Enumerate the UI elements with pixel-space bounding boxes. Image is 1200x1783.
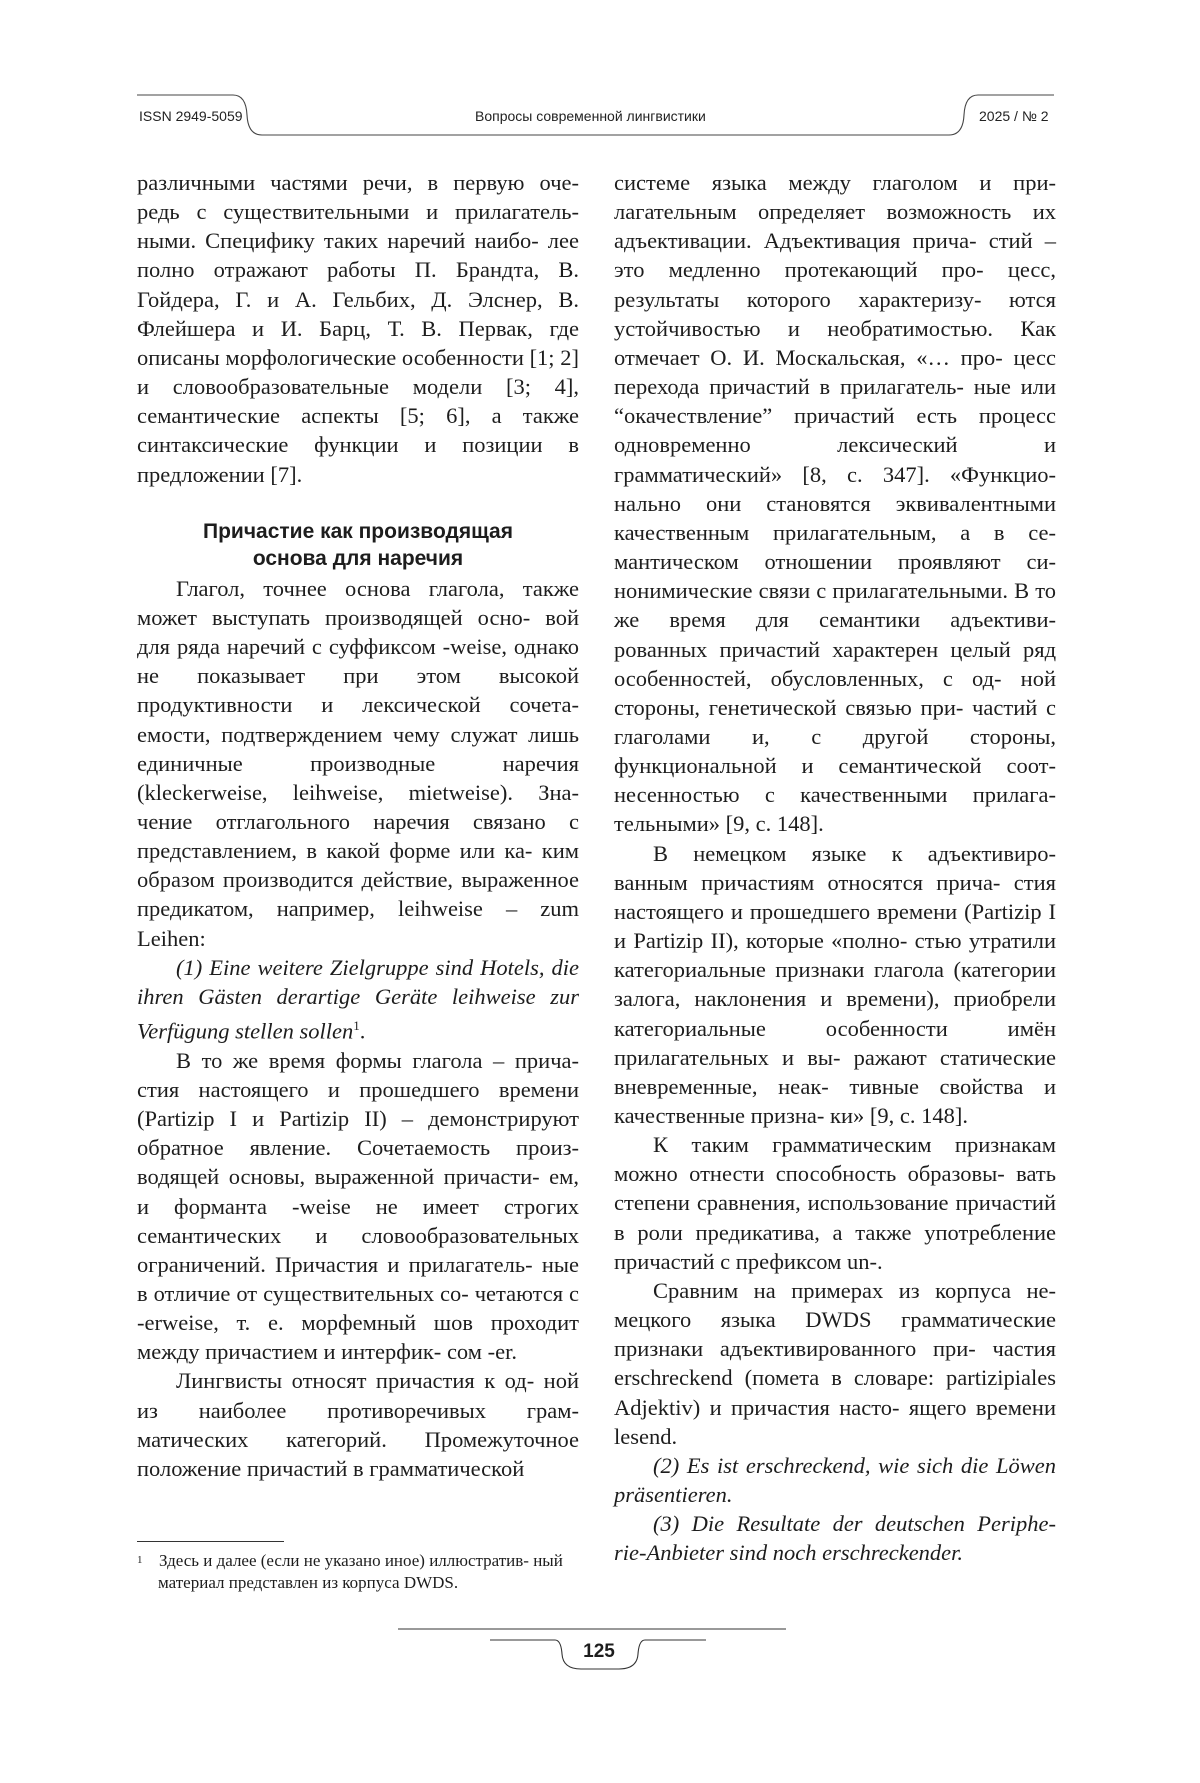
line: представлением, в какой форме или ка- <box>137 838 533 864</box>
line: ряд особенностей, обусловленных, с од- <box>614 636 1057 691</box>
line: обратное явление. Сочетаемость произ- <box>137 1135 579 1161</box>
line: ражают статические вневременные, неак- <box>614 1044 1057 1099</box>
line: ким образом производится действие, <box>137 838 580 893</box>
line: и времени), приобрели категориальные <box>614 986 1056 1041</box>
line: rie-Anbieter sind noch erschreckender. <box>614 1540 964 1566</box>
line: leihweise – zum Leihen: <box>137 896 579 951</box>
line: (Partizip I и Partizip II), которые «полно- <box>614 898 1057 954</box>
line: 4], семантические аспекты [5; 6], а также <box>137 374 580 429</box>
line: четаются с -erweise, т. е. морфемный шов <box>137 1280 580 1336</box>
right-paragraph-4 <box>614 1276 1056 1451</box>
line: различными частями речи, в первую оче- <box>137 170 579 195</box>
line: их адъективации. Адъективация прича- <box>614 199 1057 254</box>
line: вой для ряда наречий с суффиксом -weise, <box>137 604 580 660</box>
line: тельными» [9, с. 148]. <box>614 811 824 837</box>
line: матических категорий. Промежуточное <box>137 1426 579 1452</box>
footnote-text: Здесь и далее (если не указано иное) иллюстратив- ный материал представлен из корпуса DWDS. <box>158 1551 563 1592</box>
section-title-line: основа для наречия <box>252 546 464 570</box>
line: Лингвисты относят причастия к од- <box>176 1368 535 1394</box>
line: die ihren Gästen derartige Geräte leihweise <box>137 954 580 1009</box>
left-paragraph-3 <box>137 1046 579 1367</box>
line: частия erschreckend (помета в словаре: <box>614 1336 1056 1391</box>
line: ными. Специфику таких наречий наибо- <box>137 228 539 254</box>
line: лагательным определяет возможность <box>614 199 1012 225</box>
line: В немецком языке к адъективиро- <box>653 840 1056 866</box>
example-2 <box>614 1451 1056 1509</box>
right-column <box>614 168 1056 1568</box>
issn: ISSN 2949-5059 <box>139 108 243 124</box>
line: [1; 2] и словообразовательные модели [3; <box>137 344 579 400</box>
line: ки» [9, с. 148]. <box>830 1103 968 1128</box>
line: ные или “окачествление” причастий есть <box>614 374 1056 429</box>
line: емости, подтверждением чему служат <box>137 721 518 747</box>
line: ются устойчивостью и необратимостью. <box>614 286 1057 341</box>
line: причастий в роли предикатива, а также <box>614 1190 1057 1245</box>
example-1 <box>137 953 579 1046</box>
line: функциональной и семантической соот- <box>614 753 1056 779</box>
line: präsentieren. <box>614 1482 733 1508</box>
right-paragraph-2 <box>614 839 1056 1131</box>
line: (3) Die Resultate der deutschen Periphe- <box>653 1511 1056 1537</box>
line: К таким грамматическим признакам <box>653 1132 1056 1158</box>
line: положение причастий в грамматической <box>137 1455 525 1481</box>
line: грамматический» [8, с. 347]. «Функцио- <box>614 461 1056 487</box>
line: (Partizip I и Partizip II) – демонстрируют <box>137 1106 579 1132</box>
line: редь с существительными и прилагатель- <box>137 199 579 225</box>
example-3 <box>614 1509 1056 1567</box>
line: сом -er. <box>446 1339 517 1365</box>
line: нально они становятся эквивалентными <box>614 490 1056 516</box>
line: ящего времени lesend. <box>614 1394 1057 1449</box>
issue-number: 2025 / № 2 <box>979 108 1049 124</box>
line: ванным причастиям относятся прича- <box>614 869 1001 895</box>
line: стью утратили категориальные признаки <box>614 928 1056 983</box>
line: описаны морфологические особенности <box>137 344 524 370</box>
line: мантическом отношении проявляют си- <box>614 549 1056 575</box>
section-heading <box>137 518 579 574</box>
line: можно отнести способность образовы- <box>614 1161 1005 1187</box>
line: несенностью с качественными прилага- <box>614 782 1056 808</box>
section-title-line: Причастие как производящая <box>203 519 513 543</box>
period: . <box>359 1018 366 1044</box>
line: чение отглагольного наречия связано с <box>137 808 579 834</box>
line: нонимические связи с прилагательными. <box>614 578 1008 604</box>
line: предложении [7]. <box>137 461 303 487</box>
line: лишь единичные производные наречия <box>137 721 579 776</box>
line: ные в отличие от существительных со- <box>137 1251 580 1306</box>
line: В то же время для семантики адъективи- <box>614 578 1057 633</box>
line: частий с глаголами и, с другой стороны, <box>614 694 1056 749</box>
left-paragraph-1 <box>137 168 579 489</box>
line: В то же время формы глагола – прича- <box>176 1047 579 1073</box>
line: partizipiales Adjektiv) и причастия насто- <box>614 1365 1056 1420</box>
line: В. Гойдера, Г. и А. Гельбих, Д. Элснер, <box>137 257 580 312</box>
footnote-number: 1 <box>137 1554 143 1566</box>
line: Как отмечает О. И. Москальская, «… про- <box>614 315 1057 370</box>
right-paragraph-1 <box>614 168 1056 839</box>
line: проходит между причастием и интерфик- <box>137 1310 580 1365</box>
line: синтаксические функции и позиции в <box>137 432 579 458</box>
line: (kleckerweise, leihweise, mietweise). Зна- <box>137 779 579 805</box>
line: ограничений. Причастия и прилагатель- <box>137 1251 533 1277</box>
line: (1) Eine weitere Zielgruppe sind Hotels, <box>176 954 545 980</box>
journal-title: Вопросы современной лингвистики <box>475 108 706 124</box>
line: стия настоящего и прошедшего времени <box>614 869 1056 924</box>
left-column <box>137 168 579 1483</box>
line: тивные свойства и качественные призна- <box>614 1073 1057 1128</box>
line: стий – это медленно протекающий про- <box>614 228 1057 283</box>
line: ной стороны, генетической связью при- <box>614 665 1057 720</box>
line: мецкого языка DWDS грамматические <box>614 1307 1056 1333</box>
right-paragraph-3 <box>614 1130 1056 1276</box>
line: цесс, результаты которого характеризу- <box>614 257 1056 312</box>
line: водящей основы, выраженной причасти- <box>137 1164 540 1190</box>
line: глагола (категории залога, наклонения <box>614 957 1057 1012</box>
line: качественным прилагательным, а в се- <box>614 519 1056 545</box>
line: рованных причастий характерен целый <box>614 636 1011 662</box>
line: стия настоящего и прошедшего времени <box>137 1076 579 1102</box>
line: Глагол, точнее основа глагола, также <box>176 575 579 601</box>
line: процесс одновременно лексический и <box>614 403 1056 458</box>
line: однако не показывает при этом высокой <box>137 634 580 689</box>
line: выраженное предикатом, например, <box>137 867 580 922</box>
footnote-rule <box>137 1541 284 1542</box>
line: семантических и словообразовательных <box>137 1222 579 1248</box>
footnote <box>137 1550 579 1594</box>
line: zur Verfügung stellen sollen <box>137 983 579 1044</box>
line: может выступать производящей осно- <box>137 604 531 630</box>
line: ем, и форманта -weise не имеет строгих <box>137 1164 580 1219</box>
line: продуктивности и лексической сочета- <box>137 692 579 718</box>
line: Сравним на примерах из корпуса не- <box>653 1277 1056 1303</box>
left-paragraph-4 <box>137 1366 579 1483</box>
page-number: 125 <box>583 1641 615 1662</box>
left-paragraph-2 <box>137 574 579 953</box>
footnote-mark[interactable]: 1 <box>353 1018 360 1034</box>
line: вать степени сравнения, использование <box>614 1161 1056 1216</box>
line: употребление причастий с префиксом un-. <box>614 1219 1057 1274</box>
line: ной из наиболее противоречивых грам- <box>137 1368 580 1423</box>
line: цесс перехода причастий в прилагатель- <box>614 344 1056 400</box>
line: В. Флейшера и И. Барц, Т. В. Первак, где <box>137 286 579 341</box>
line: признаки адъективированного при- <box>614 1336 976 1362</box>
line: особенности имён прилагательных и вы- <box>614 1015 1056 1070</box>
line: лее полно отражают работы П. Брандта, <box>137 228 579 283</box>
line: системе языка между глаголом и при- <box>614 170 1056 195</box>
line: (2) Es ist erschreckend, wie sich die Löwen <box>653 1452 1056 1478</box>
